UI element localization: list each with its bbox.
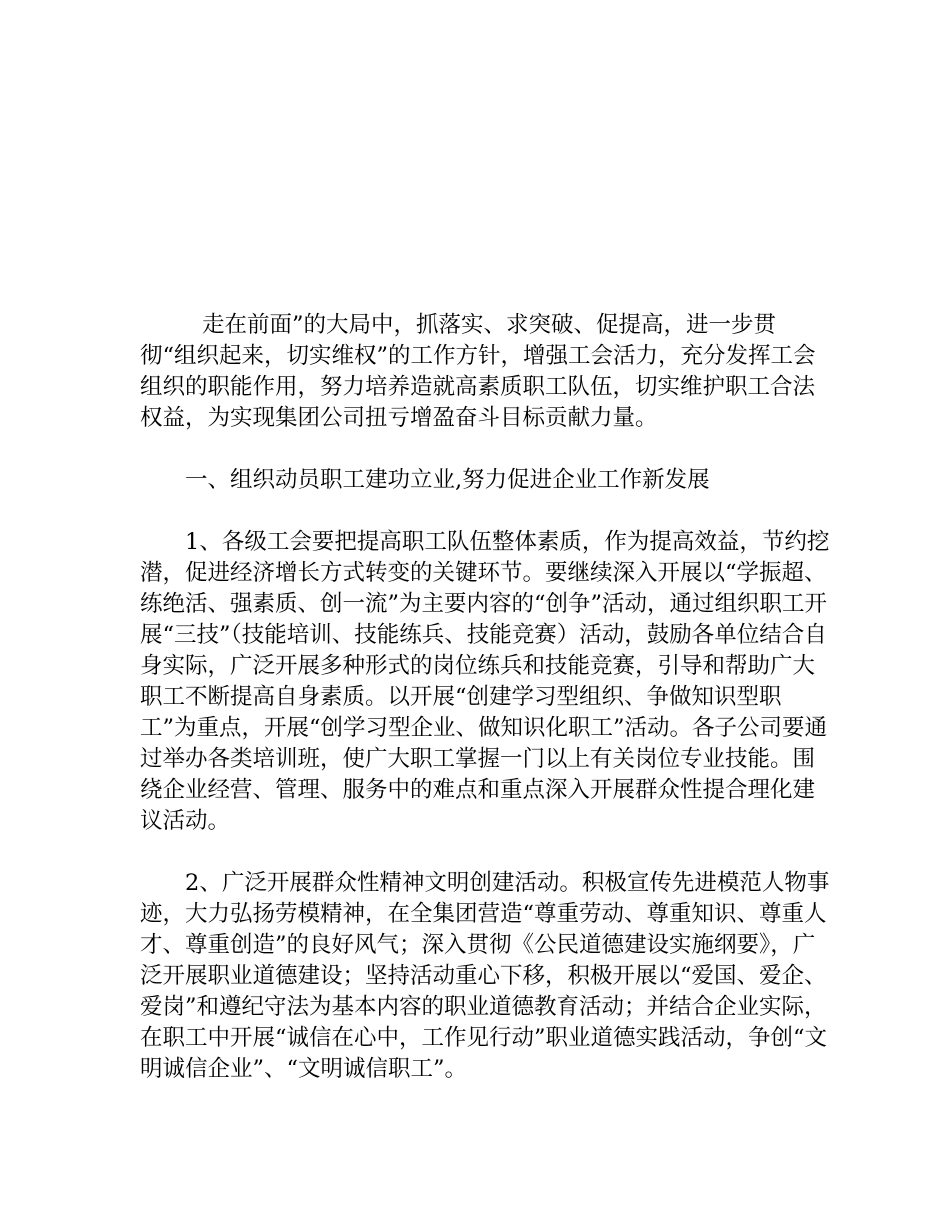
paragraph-spacer <box>140 496 830 527</box>
section-heading: 一、组织动员职工建功立业,努力促进企业工作新发展 <box>185 467 710 493</box>
item-1-paragraph: 1、各级工会要把提高职工队伍整体素质，作为提高效益，节约挖潜，促进经济增长方式转变的关键环节。要继续深入开展以“学振超、练绝活、强素质、创一流”为主要内容的“创争”活动，通过组织职工开展“三技”（技能培训、技能练兵、技能竞赛）活动，鼓励各单位结合自身实际，广泛开展多种形式的岗位练兵和技能竞赛，引导和帮助广大职工不断提高自身素质。以开展“创建学习型组织、争做知识型职工”为重点，开展“创学习型企业、做知识化职工”活动。各子公司要通过举办各类培训班，使广大职工掌握一门以上有关岗位专业技能。围绕企业经营、管理、服务中的难点和重点深入开展群众性提合理化建议活动。 <box>140 529 830 834</box>
paragraph-spacer <box>140 837 830 868</box>
paragraph-spacer <box>140 434 830 465</box>
item-2-paragraph: 2、广泛开展群众性精神文明创建活动。积极宣传先进模范人物事迹，大力弘扬劳模精神，在全集团营造“尊重劳动、尊重知识、尊重人才、尊重创造”的良好风气；深入贯彻《公民道德建设实施纲要》，广泛开展职业道德建设；坚持活动重心下移，积极开展以“爱国、爱企、爱岗”和遵纪守法为基本内容的职业道德教育活动；并结合企业实际，在职工中开展“诚信在心中，工作见行动”职业道德实践活动，争创“文明诚信企业”、“文明诚信职工”。 <box>140 870 830 1082</box>
intro-paragraph: 走在前面”的大局中，抓落实、求突破、促提高，进一步贯彻“组织起来，切实维权”的工作方针，增强工会活力，充分发挥工会组织的职能作用，努力培养造就高素质职工队伍，切实维护职工合法权益，为实现集团公司扭亏增盈奋斗目标贡献力量。 <box>140 312 816 431</box>
document-body <box>140 310 830 1085</box>
